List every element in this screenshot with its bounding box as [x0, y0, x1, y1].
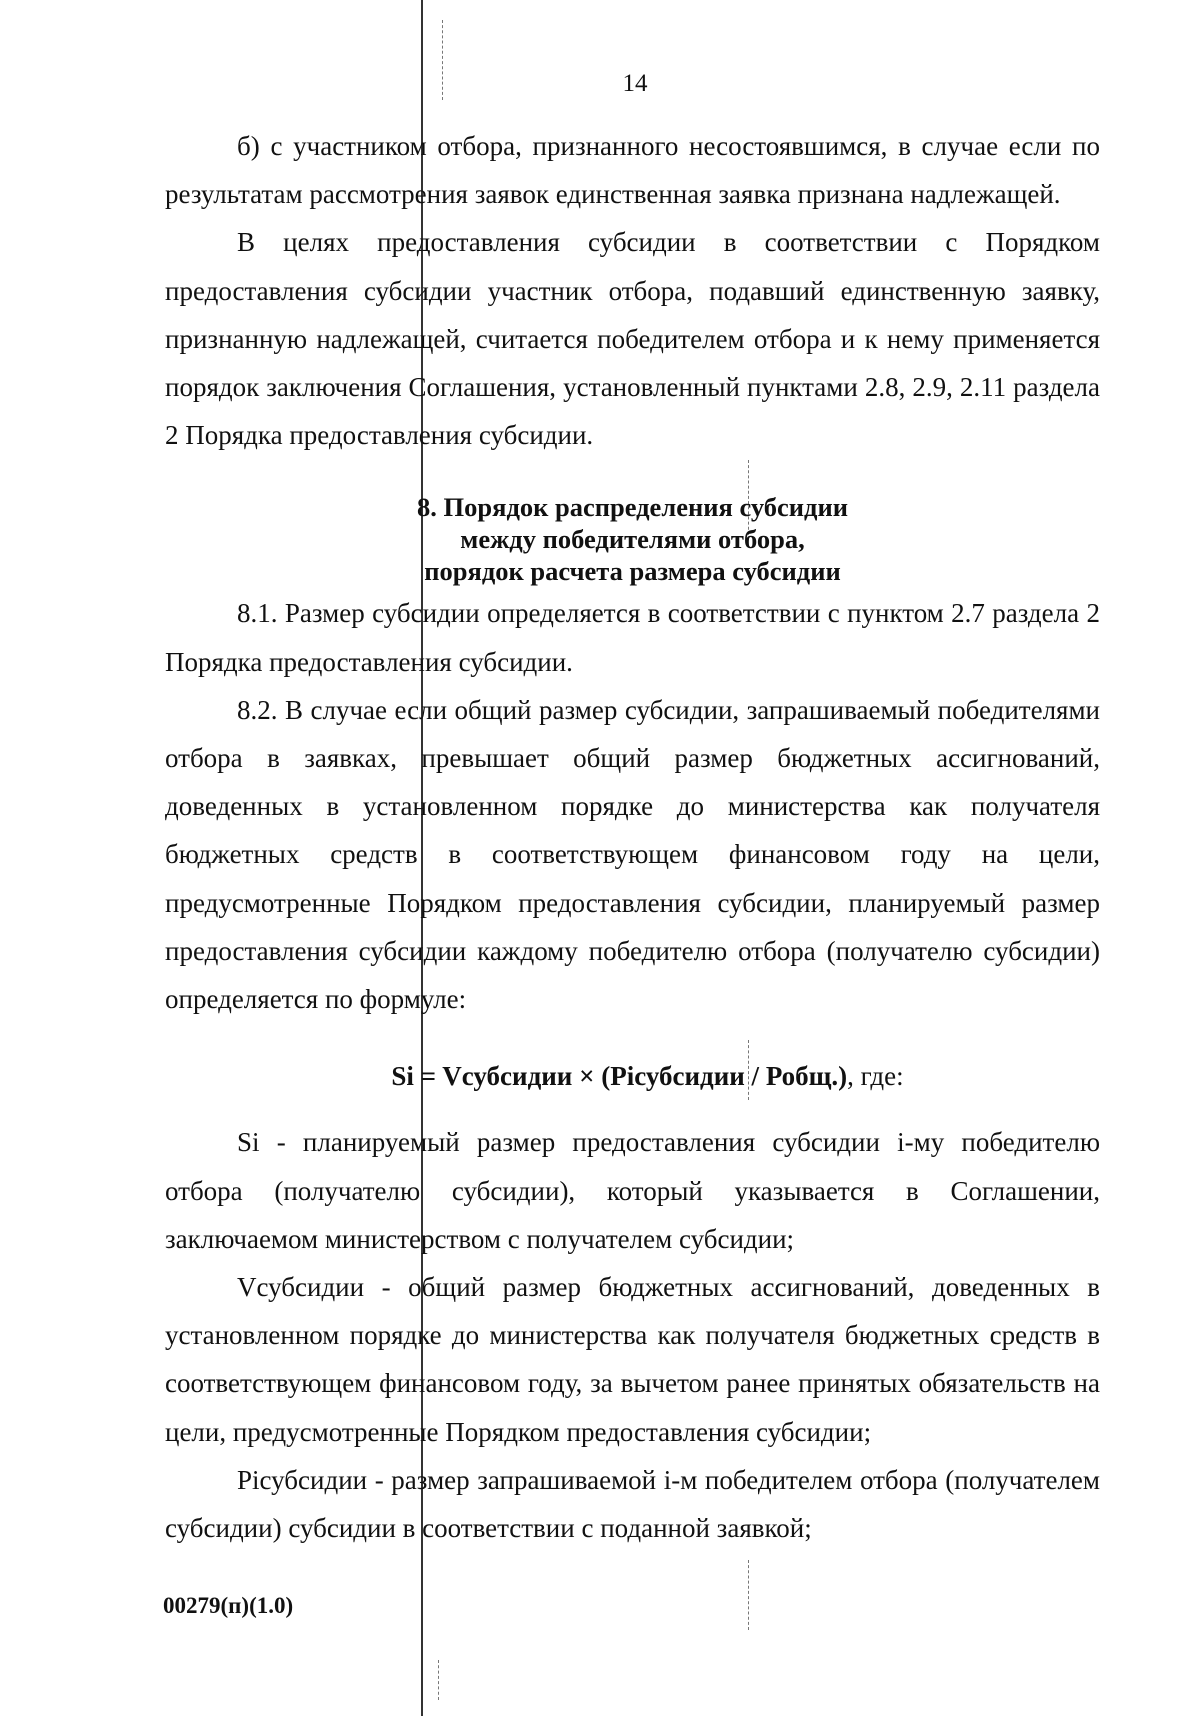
- section-heading: [165, 491, 1100, 589]
- document-body: [165, 122, 1100, 1552]
- scan-artifact-dash: [438, 1660, 439, 1700]
- formula-suffix: , где:: [847, 1061, 904, 1092]
- heading-line: 8. Порядок распределения субсидии: [417, 492, 848, 523]
- paragraph: 8.2. В случае если общий размер субсидии, запрашиваемый победителями отбора в заявках, превышает общий размер бюджетных ассигнований, доведенных в установленном порядке до министерства как получателя бюджетных средств в соответствующем финансовом году на цели, предусмотренные Порядком предоставления субсидии, планируемый размер предоставления субсидии каждому победителю отбора (получателю субсидии) определяется по формуле:: [165, 694, 1100, 1015]
- paragraph: Si - планируемый размер предоставления субсидии i-му победителю отбора (получателю субсидии), который указывается в Соглашении, заключаемом министерством с получателем субсидии;: [165, 1127, 1100, 1254]
- page-number: 14: [622, 70, 648, 97]
- paragraph: Piсубсидии - размер запрашиваемой i-м победителем отбора (получателем субсидии) субсидии в соответствии с поданной заявкой;: [165, 1464, 1100, 1544]
- paragraph: В целях предоставления субсидии в соответствии с Порядком предоставления субсидии участник отбора, подавший единственную заявку, признанную надлежащей, считается победителем отбора и к нему применяется порядок заключения Соглашения, установленный пунктами 2.8, 2.9, 2.11 раздела 2 Порядка предоставления субсидии.: [165, 227, 1100, 451]
- formula-expression: Si = Vсубсидии × (Piсубсидии / Робщ.): [391, 1061, 848, 1092]
- spacer: [165, 459, 1100, 479]
- paragraph: 8.1. Размер субсидии определяется в соответствии с пунктом 2.7 раздела 2 Порядка предоставления субсидии.: [165, 598, 1100, 677]
- heading-line: между победителями отбора,: [460, 524, 805, 555]
- scan-artifact-dash: [748, 1560, 749, 1630]
- document-code: 00279(п)(1.0): [163, 1593, 294, 1618]
- heading-line: порядок расчета размера субсидии: [424, 556, 841, 587]
- formula: [165, 1052, 1100, 1100]
- paragraph: б) с участником отбора, признанного несостоявшимся, в случае если по результатам рассмотрения заявок единственная заявка признана надлежащей.: [165, 131, 1100, 210]
- paragraph: Vсубсидии - общий размер бюджетных ассигнований, доведенных в установленном порядке до министерства как получателя бюджетных средств в соответствующем финансовом году, за вычетом ранее принятых обязательств на цели, предусмотренные Порядком предоставления субсидии;: [165, 1272, 1100, 1447]
